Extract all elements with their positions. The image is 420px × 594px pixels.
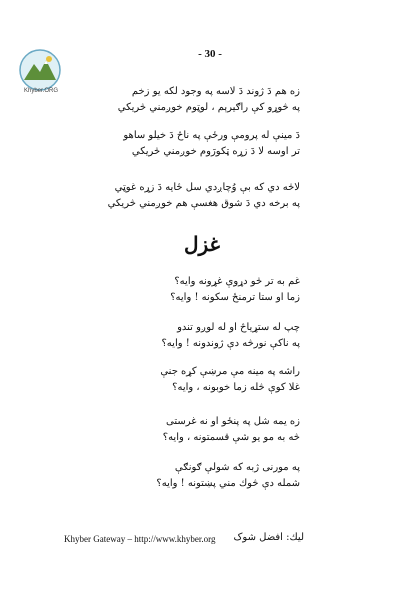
verse-line: چپ له ستړياڅ او له لوږو تندو: [177, 322, 300, 333]
verse-line: په ناكې نورڅه دې ژوندونه ! وايه؟: [161, 338, 300, 349]
page-number: - 30 -: [198, 48, 222, 60]
verse-line: څه به مو يو شې قسمتونه ، وايه؟: [162, 432, 300, 443]
verse-line: لاڅه دي كه بې وُچاږدي سل ځايه دَ زړه غوټي: [114, 182, 300, 193]
section-title: غزل: [183, 232, 220, 256]
verse-line: غم به تر څو دړوې غړونه وايه؟: [174, 276, 300, 287]
ghazal-stanza-3: [160, 364, 300, 396]
verse-line: زما او ستا ترمنځ سكونه ! وايه؟: [170, 292, 300, 303]
stanza-top-1: [118, 84, 300, 116]
verse-line: په څوړو كې راګيرېم ، لوټوم خوږمني څريكي: [117, 102, 300, 113]
verse-line: دَ مينې له پرومې ورځې په ناڅ دَ خيلو ساهو: [123, 130, 300, 141]
verse-line: زه يمه شل په پنځو او نه غرستى: [166, 416, 300, 427]
ghazal-stanza-4: [163, 414, 300, 446]
logo-text: Khyber.ORG: [23, 88, 58, 94]
ghazal-stanza-1: [170, 274, 300, 306]
verse-line: راشه په مينه مې مرښې كړه جنې: [160, 366, 300, 377]
verse-line: غلا كوې څله زما خوبونه ، وايه؟: [172, 382, 300, 393]
verse-line: په مورنى ژبه كه شولې ګونګې: [174, 462, 300, 473]
stanza-top-3: [108, 180, 300, 212]
stanza-top-2: [123, 128, 300, 160]
verse-line: تر اوسه لا دَ زړه ټكورَوم خوږمني څريكي: [131, 146, 300, 157]
footer-source: Khyber Gateway – http://www.khyber.org: [64, 534, 216, 544]
footer-author: ليك: افضل شوک: [233, 532, 304, 543]
verse-line: په برخه دي دَ شوق هغسې هم خوږمني څريكي: [107, 198, 300, 209]
verse-line: شمله دې څوك مني پښتونه ! وايه؟: [156, 478, 300, 489]
ghazal-stanza-2: [162, 320, 301, 352]
verse-line: زه هم دَ ژوند دَ لاسه په وجود لكه يو زخم: [131, 86, 300, 97]
ghazal-stanza-5: [156, 460, 300, 492]
